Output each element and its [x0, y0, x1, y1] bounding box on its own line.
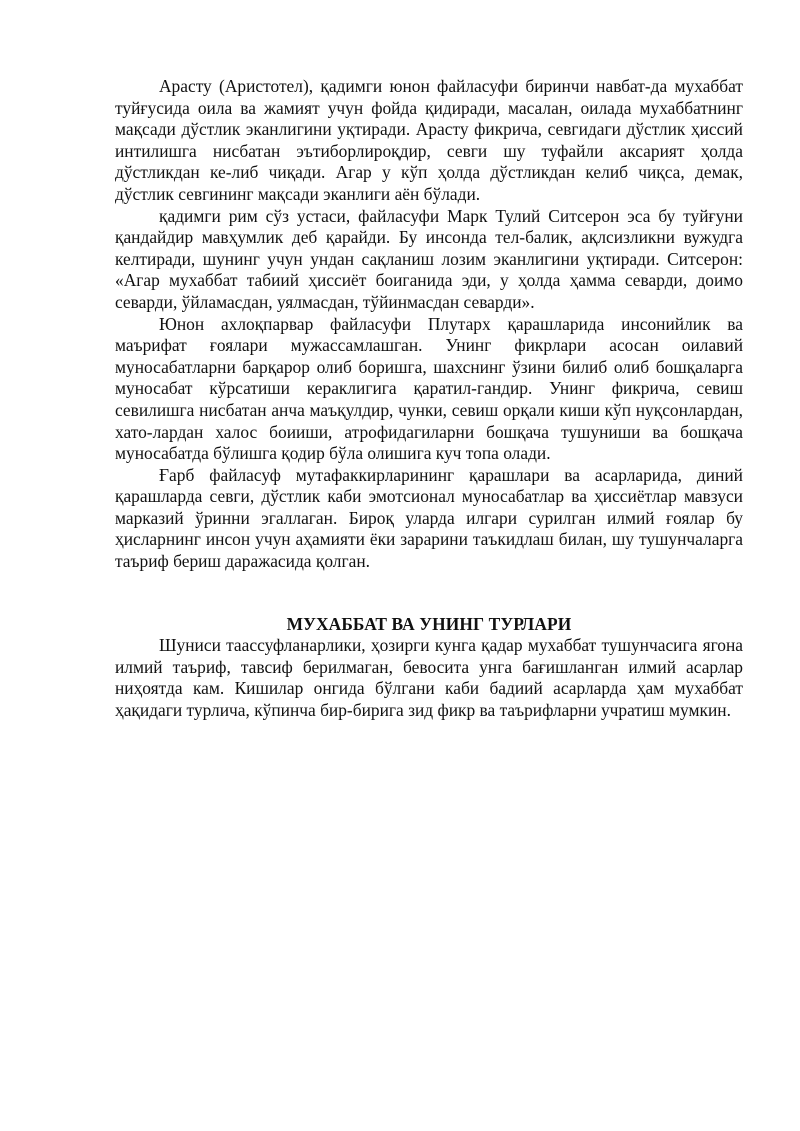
section-heading: МУХАББАТ ВА УНИНГ ТУРЛАРИ — [286, 613, 572, 634]
paragraph-aristotle: Арасту (Аристотел), қадимги юнон файласуфи биринчи навбат-да мухаббат туйғусида оила ва жамият учун фойда қидиради, масалан, оилада мухаббатнинг мақсади дўстлик эканлигини уқтиради. Арасту фикрича, севгидаги дўстлик ҳиссий интилишга нисбатан эътиборлироқдир, севги шу туфайли аксарият ҳолда дўстликдан ке-либ чиқади. Агар у кўп ҳолда дўстликдан келиб чиқса, демак, дўстлик севгининг мақсади эканлиги аён бўлади. — [115, 76, 743, 204]
paragraph-western-philosophers: Ғарб файласуф мутафаккирларининг қарашлари ва асарларида, диний қарашларда севги, дўстлик каби эмотсионал муносабатлар ва ҳиссиётлар мавзуси марказий ўринни эгаллаган. Бироқ уларда илгари сурилган илмий ғоялар бу ҳисларнинг инсон учун аҳамияти ёки зарарини таъкидлаш билан, шу тушунчаларга таъриф бериш даражасида қолган. — [115, 464, 743, 572]
document-page — [115, 76, 743, 722]
paragraph-plutarch: Юнон ахлоқпарвар файласуфи Плутарх қарашларида инсонийлик ва маърифат ғоялари мужассамлашган. Унинг фикрлари асосан оилавий муносабатларни барқарор олиб боришга, шахснинг ўзини билиб олиб бошқаларга муносабат кўрсатиши кераклигига қаратил-гандир. Унинг фикрича, севиш севилишга нисбатан анча маъқулдир, чунки, севиш орқали киши кўп нуқсонлардан, хато-лардан халос боииши, атрофидагиларни бошқача тушуниши ва бошқача муносабатда бўлишга қодир бўла олишига куч топа олади. — [115, 313, 743, 464]
paragraph-love-definition: Шуниси таассуфланарлики, ҳозирги кунга қадар мухаббат тушунчасига ягона илмий таъриф, тавсиф берилмаган, бевосита унга бағишланган илмий асарлар ниҳоятда кам. Кишилар онгида бўлгани каби бадиий асарларда ҳам мухаббат ҳақидаги турлича, кўпинча бир-бирига зид фикр ва таърифларни учратиш мумкин. — [115, 635, 743, 721]
paragraph-cicero: қадимги рим сўз устаси, файласуфи Марк Тулий Ситсерон эса бу туйғуни қандайдир мавҳумлик деб қарайди. Бу инсонда тел-балик, ақлсизликни вужудга келтиради, шунинг учун ундан сақланиш лозим эканлигини уқтиради. Ситсерон: «Агар мухаббат табиий ҳиссиёт боиганида эди, у ҳолда ҳамма севарди, доимо севарди, ўйламасдан, уялмасдан, тўйинмасдан севарди». — [115, 205, 743, 312]
